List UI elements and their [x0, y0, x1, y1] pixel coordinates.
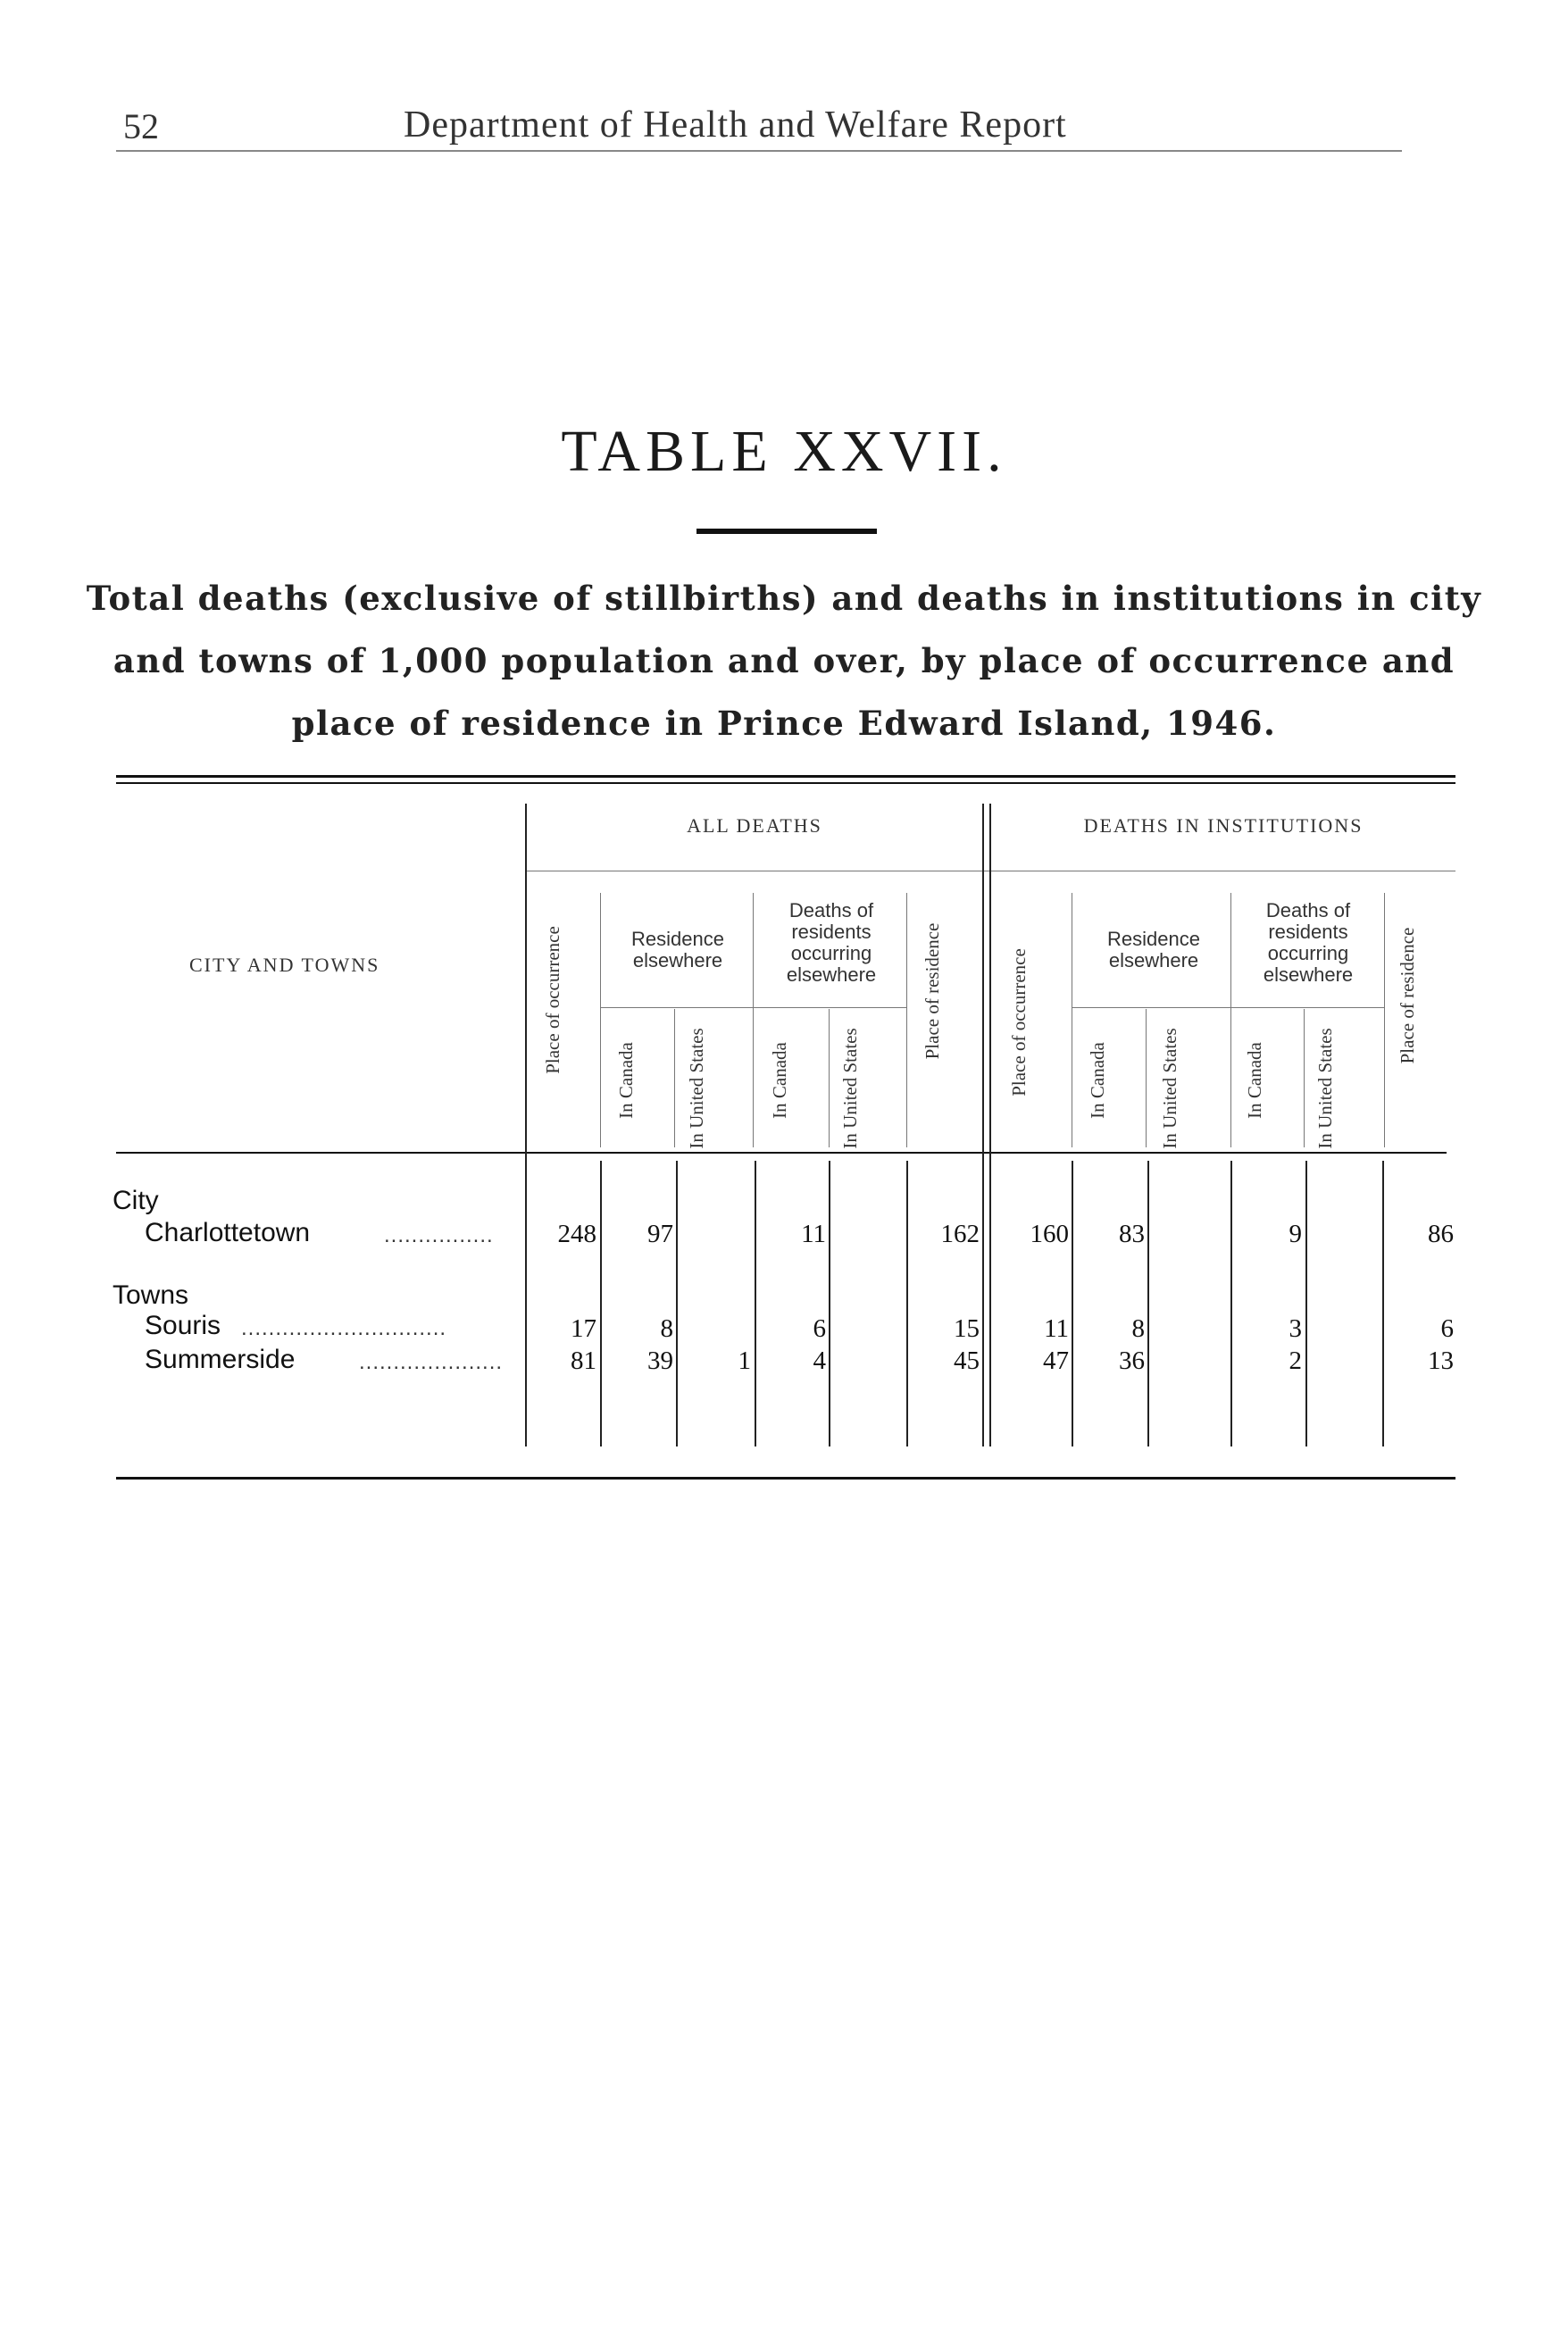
table-cell: 3 — [1289, 1314, 1302, 1343]
title-rule — [696, 529, 877, 534]
table-top-rule-2 — [116, 782, 1455, 784]
col-in-canada: In Canada — [615, 1042, 637, 1119]
table-cell: 47 — [1043, 1346, 1069, 1375]
col-in-united-states: In United States — [1314, 1028, 1336, 1149]
group-header-all-deaths: ALL DEATHS — [687, 814, 822, 837]
table-cell: 36 — [1119, 1346, 1145, 1375]
table-cell: 6 — [813, 1314, 826, 1343]
leader-dots: ................ — [384, 1223, 494, 1247]
col-residence-elsewhere: Residence elsewhere — [1107, 928, 1200, 971]
col-in-canada: In Canada — [769, 1042, 790, 1119]
category-header: CITY AND TOWNS — [189, 954, 380, 976]
caption-line-2: and towns of 1,000 population and over, by place of occurrence and — [113, 641, 1455, 680]
table-bottom-rule — [116, 1477, 1455, 1480]
col-place-of-residence: Place of residence — [1397, 927, 1418, 1064]
table-cell: 8 — [1131, 1314, 1145, 1343]
table-cell: 11 — [801, 1220, 826, 1248]
col-in-united-states: In United States — [686, 1028, 707, 1149]
caption-line-3: place of residence in Prince Edward Island, 1946. — [291, 704, 1277, 743]
col-deaths-of-residents: Deaths of residents occurring elsewhere — [1263, 899, 1354, 986]
table-cell: 160 — [1030, 1220, 1069, 1248]
caption-line-1: Total deaths (exclusive of stillbirths) and deaths in institutions in city — [86, 579, 1482, 618]
table-cell: 17 — [571, 1314, 596, 1343]
table-cell: 4 — [813, 1346, 826, 1375]
table-cell: 81 — [571, 1346, 596, 1375]
leader-dots: .............................. — [241, 1316, 447, 1340]
col-place-of-occurrence: Place of occurrence — [542, 926, 563, 1074]
header-rule — [116, 150, 1402, 152]
table-cell: 6 — [1440, 1314, 1454, 1343]
col-in-united-states: In United States — [839, 1028, 861, 1149]
table-cell: 86 — [1428, 1220, 1454, 1248]
col-in-united-states: In United States — [1159, 1028, 1180, 1149]
col-in-canada: In Canada — [1244, 1042, 1265, 1119]
subgroup-rule-b — [1072, 1007, 1384, 1008]
table-cell: 45 — [954, 1346, 980, 1375]
table-top-rule — [116, 775, 1455, 778]
table-cell: 39 — [647, 1346, 673, 1375]
table-cell: 8 — [660, 1314, 673, 1343]
row-label-charlottetown: Charlottetown — [145, 1218, 311, 1247]
table-cell: 1 — [738, 1346, 751, 1375]
leader-dots: ..................... — [359, 1350, 504, 1374]
col-residence-elsewhere: Residence elsewhere — [631, 928, 724, 971]
subgroup-rule-a — [600, 1007, 907, 1008]
table-cell: 248 — [557, 1220, 596, 1248]
row-label-summerside: Summerside — [145, 1345, 296, 1374]
page-number: 52 — [123, 106, 159, 146]
table-cell: 11 — [1044, 1314, 1069, 1343]
col-place-of-occurrence: Place of occurrence — [1008, 948, 1030, 1096]
table-cell: 15 — [954, 1314, 980, 1343]
running-header-title: Department of Health and Welfare Report — [404, 104, 1067, 146]
table-cell: 2 — [1289, 1346, 1302, 1375]
group-header-institutions: DEATHS IN INSTITUTIONS — [1083, 814, 1364, 837]
col-deaths-of-residents: Deaths of residents occurring elsewhere — [786, 899, 877, 986]
table-cell: 162 — [940, 1220, 980, 1248]
col-place-of-residence: Place of residence — [922, 922, 943, 1060]
table-cell: 97 — [647, 1220, 673, 1248]
table-cell: 83 — [1119, 1220, 1145, 1248]
col-in-canada: In Canada — [1087, 1042, 1108, 1119]
row-label-souris: Souris — [145, 1311, 221, 1340]
section-label-towns: Towns — [113, 1280, 189, 1310]
header-bottom-rule — [116, 1152, 1447, 1154]
section-label-city: City — [113, 1186, 159, 1215]
table-cell: 9 — [1289, 1220, 1302, 1248]
table-title: TABLE XXVII. — [561, 419, 1007, 484]
table-cell: 13 — [1428, 1346, 1454, 1375]
